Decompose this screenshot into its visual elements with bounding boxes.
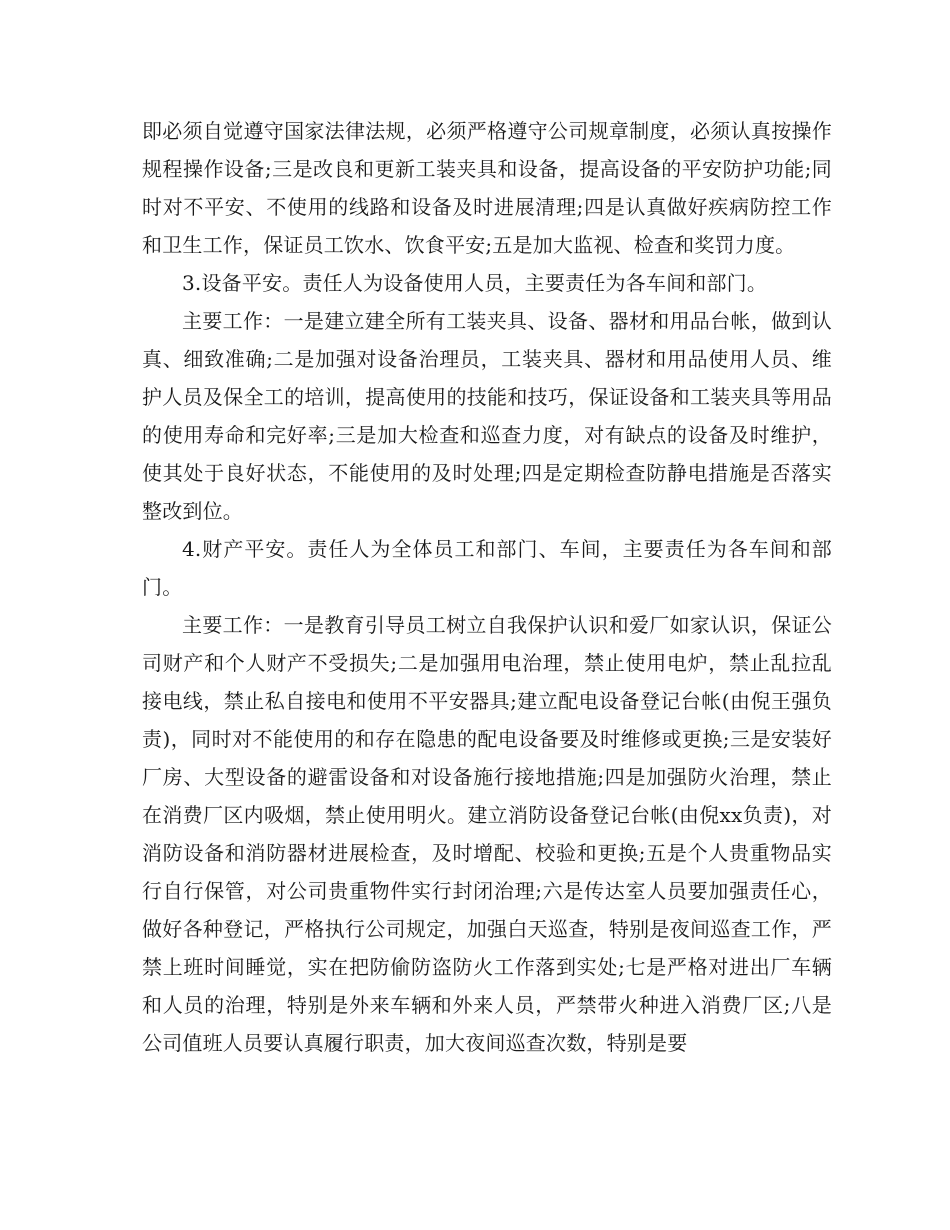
paragraph-safety-rules: 即必须自觉遵守国家法律法规，必须严格遵守公司规章制度，必须认真按操作规程操作设备;三是改良和更新工装夹具和设备，提高设备的平安防护功能;同时对不平安、不使用的线路和设备及时进展清理;四是认真做好疾病防控工作和卫生工作，保证员工饮水、饮食平安;五是加大监视、检查和奖罚力度。 bbox=[142, 119, 832, 257]
paragraph-equipment-main-work: 主要工作：一是建立建全所有工装夹具、设备、器材和用品台帐，做到认真、细致准确;二是加强对设备治理员，工装夹具、器材和用品使用人员、维护人员及保全工的培训，提高使用的技能和技巧，保证设备和工装夹具等用品的使用寿命和完好率;三是加大检查和巡查力度，对有缺点的设备及时维护，使其处于良好状态，不能使用的及时处理;四是定期检查防静电措施是否落实整改到位。 bbox=[142, 309, 832, 523]
paragraph-property-main-work: 主要工作：一是教育引导员工树立自我保护认识和爱厂如家认识，保证公司财产和个人财产不受损失;二是加强用电治理，禁止使用电炉，禁止乱拉乱接电线，禁止私自接电和使用不平安器具;建立配电设备登记台帐(由倪王强负责)，同时对不能使用的和存在隐患的配电设备要及时维修或更换;三是安装好厂房、大型设备的避雷设备和对设备施行接地措施;四是加强防火治理，禁止在消费厂区内吸烟，禁止使用明火。建立消防设备登记台帐(由倪xx负责)，对消防设备和消防器材进展检查，及时增配、校验和更换;五是个人贵重物品实行自行保管，对公司贵重物件实行封闭治理;六是传达室人员要加强责任心，做好各种登记，严格执行公司规定，加强白天巡查，特别是夜间巡查工作，严禁上班时间睡觉，实在把防偷防盗防火工作落到实处;七是严格对进出厂车辆和人员的治理，特别是外来车辆和外来人员，严禁带火种进入消费厂区;八是公司值班人员要认真履行职责，加大夜间巡查次数，特别是要 bbox=[142, 613, 832, 1055]
paragraph-property-safety-heading: 4.财产平安。责任人为全体员工和部门、车间，主要责任为各车间和部门。 bbox=[142, 537, 832, 599]
paragraph-equipment-safety-heading: 3.设备平安。责任人为设备使用人员，主要责任为各车间和部门。 bbox=[182, 271, 768, 295]
document-page bbox=[142, 112, 832, 1062]
